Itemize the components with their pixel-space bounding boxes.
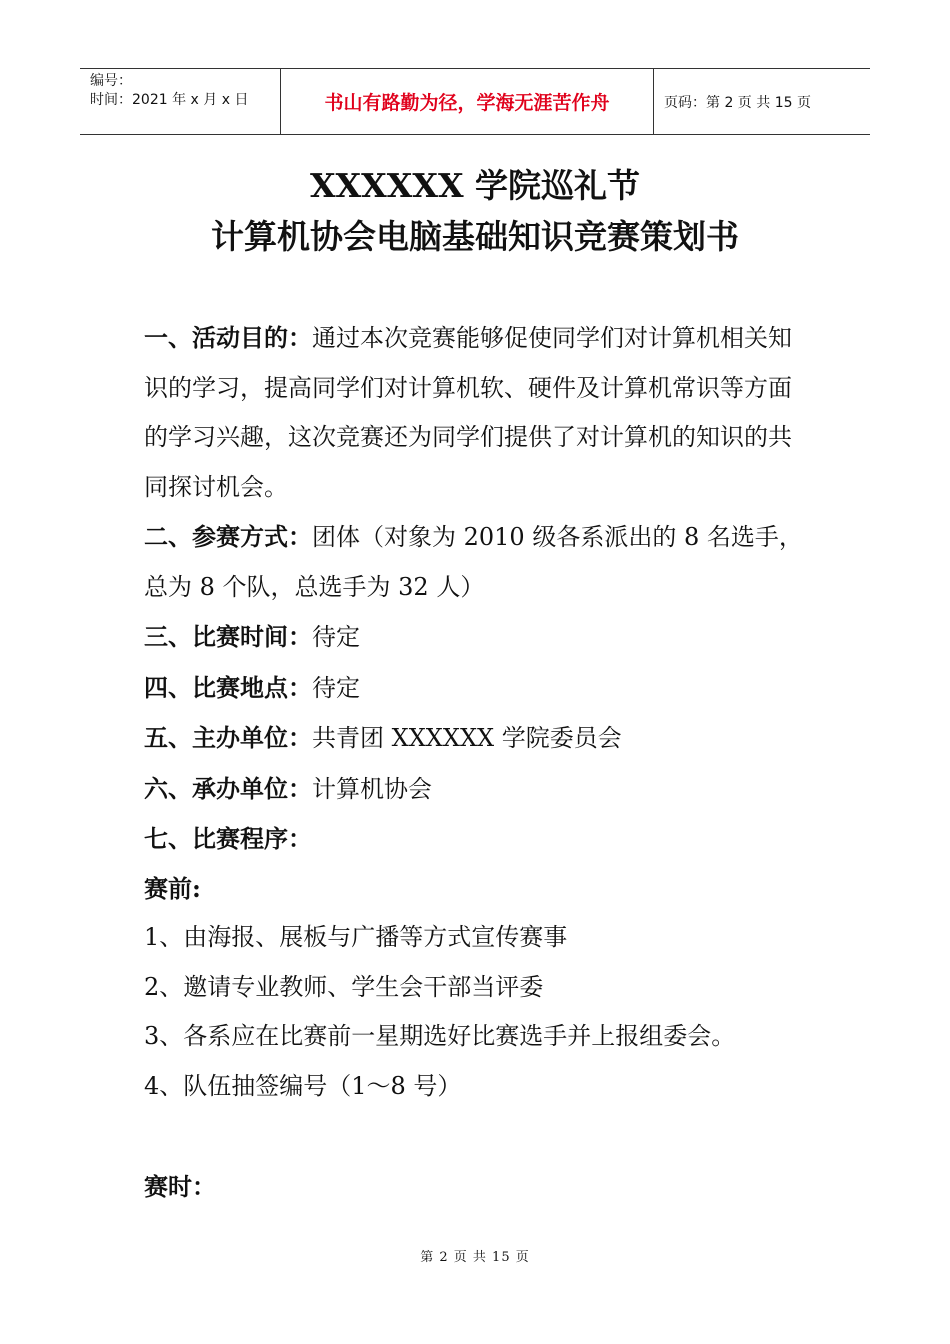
section-text: 团体（对象为 2010 级各系派出的 8 名选手，总为 8 个队，总选手为 32 人） xyxy=(144,523,803,601)
section-text: 待定 xyxy=(312,673,360,702)
section-procedure: 七、比赛程序： xyxy=(144,824,312,853)
title-line-2: 计算机协会电脑基础知识竞赛策划书 xyxy=(211,217,739,256)
section-text: 通过本次竞赛能够促使同学们对计算机相关知识的学习，提高同学们对计算机软、硬件及计算机常识等方面的学习兴趣，这次竞赛还为同学们提供了对计算机的知识的共同探讨机会。 xyxy=(144,324,792,501)
list-item: 1、由海报、展板与广播等方式宣传赛事 xyxy=(144,923,568,951)
section-mode xyxy=(144,512,814,612)
section-label: 六、承办单位： xyxy=(144,773,312,803)
list-item: 4、队伍抽签编号（1～8 号） xyxy=(144,1071,462,1100)
list-item: 2、邀请专业教师、学生会干部当评委 xyxy=(144,972,544,1001)
header-meta-cell xyxy=(80,69,281,134)
document-header xyxy=(80,68,870,135)
section-label: 一、活动目的： xyxy=(144,323,312,352)
document-body xyxy=(144,313,814,1212)
section-text: 共青团 XXXXXX 学院委员会 xyxy=(312,724,622,752)
spacer xyxy=(144,1111,814,1162)
section-label: 二、参赛方式： xyxy=(144,522,312,551)
page-info: 页码：第 2 页 共 15 页 xyxy=(664,94,811,111)
section-label: 四、比赛地点： xyxy=(144,672,312,702)
number-label: 编号： xyxy=(90,73,132,89)
section-label: 五、主办单位： xyxy=(144,723,312,752)
page-footer: 第 2 页 共 15 页 xyxy=(420,1250,530,1265)
in-game-heading: 赛时： xyxy=(144,1172,216,1201)
section-purpose xyxy=(144,313,814,512)
header-page-cell xyxy=(654,69,870,134)
time-label: 时间：2021 年 x 月 x 日 xyxy=(90,92,249,108)
section-time xyxy=(144,612,814,663)
section-label: 三、比赛时间： xyxy=(144,622,312,651)
section-organizer xyxy=(144,764,814,815)
pre-game-heading: 赛前: xyxy=(144,873,201,903)
list-item: 3、各系应在比赛前一星期选好比赛选手并上报组委会。 xyxy=(144,1022,736,1050)
section-text: 待定 xyxy=(312,623,360,651)
section-place xyxy=(144,663,814,714)
motto-text: 书山有路勤为径，学海无涯苦作舟 xyxy=(324,92,610,114)
title-line-1: XXXXXX 学院巡礼节 xyxy=(309,166,641,205)
section-host xyxy=(144,713,814,764)
header-motto-cell xyxy=(281,69,654,134)
section-text: 计算机协会 xyxy=(312,774,432,803)
